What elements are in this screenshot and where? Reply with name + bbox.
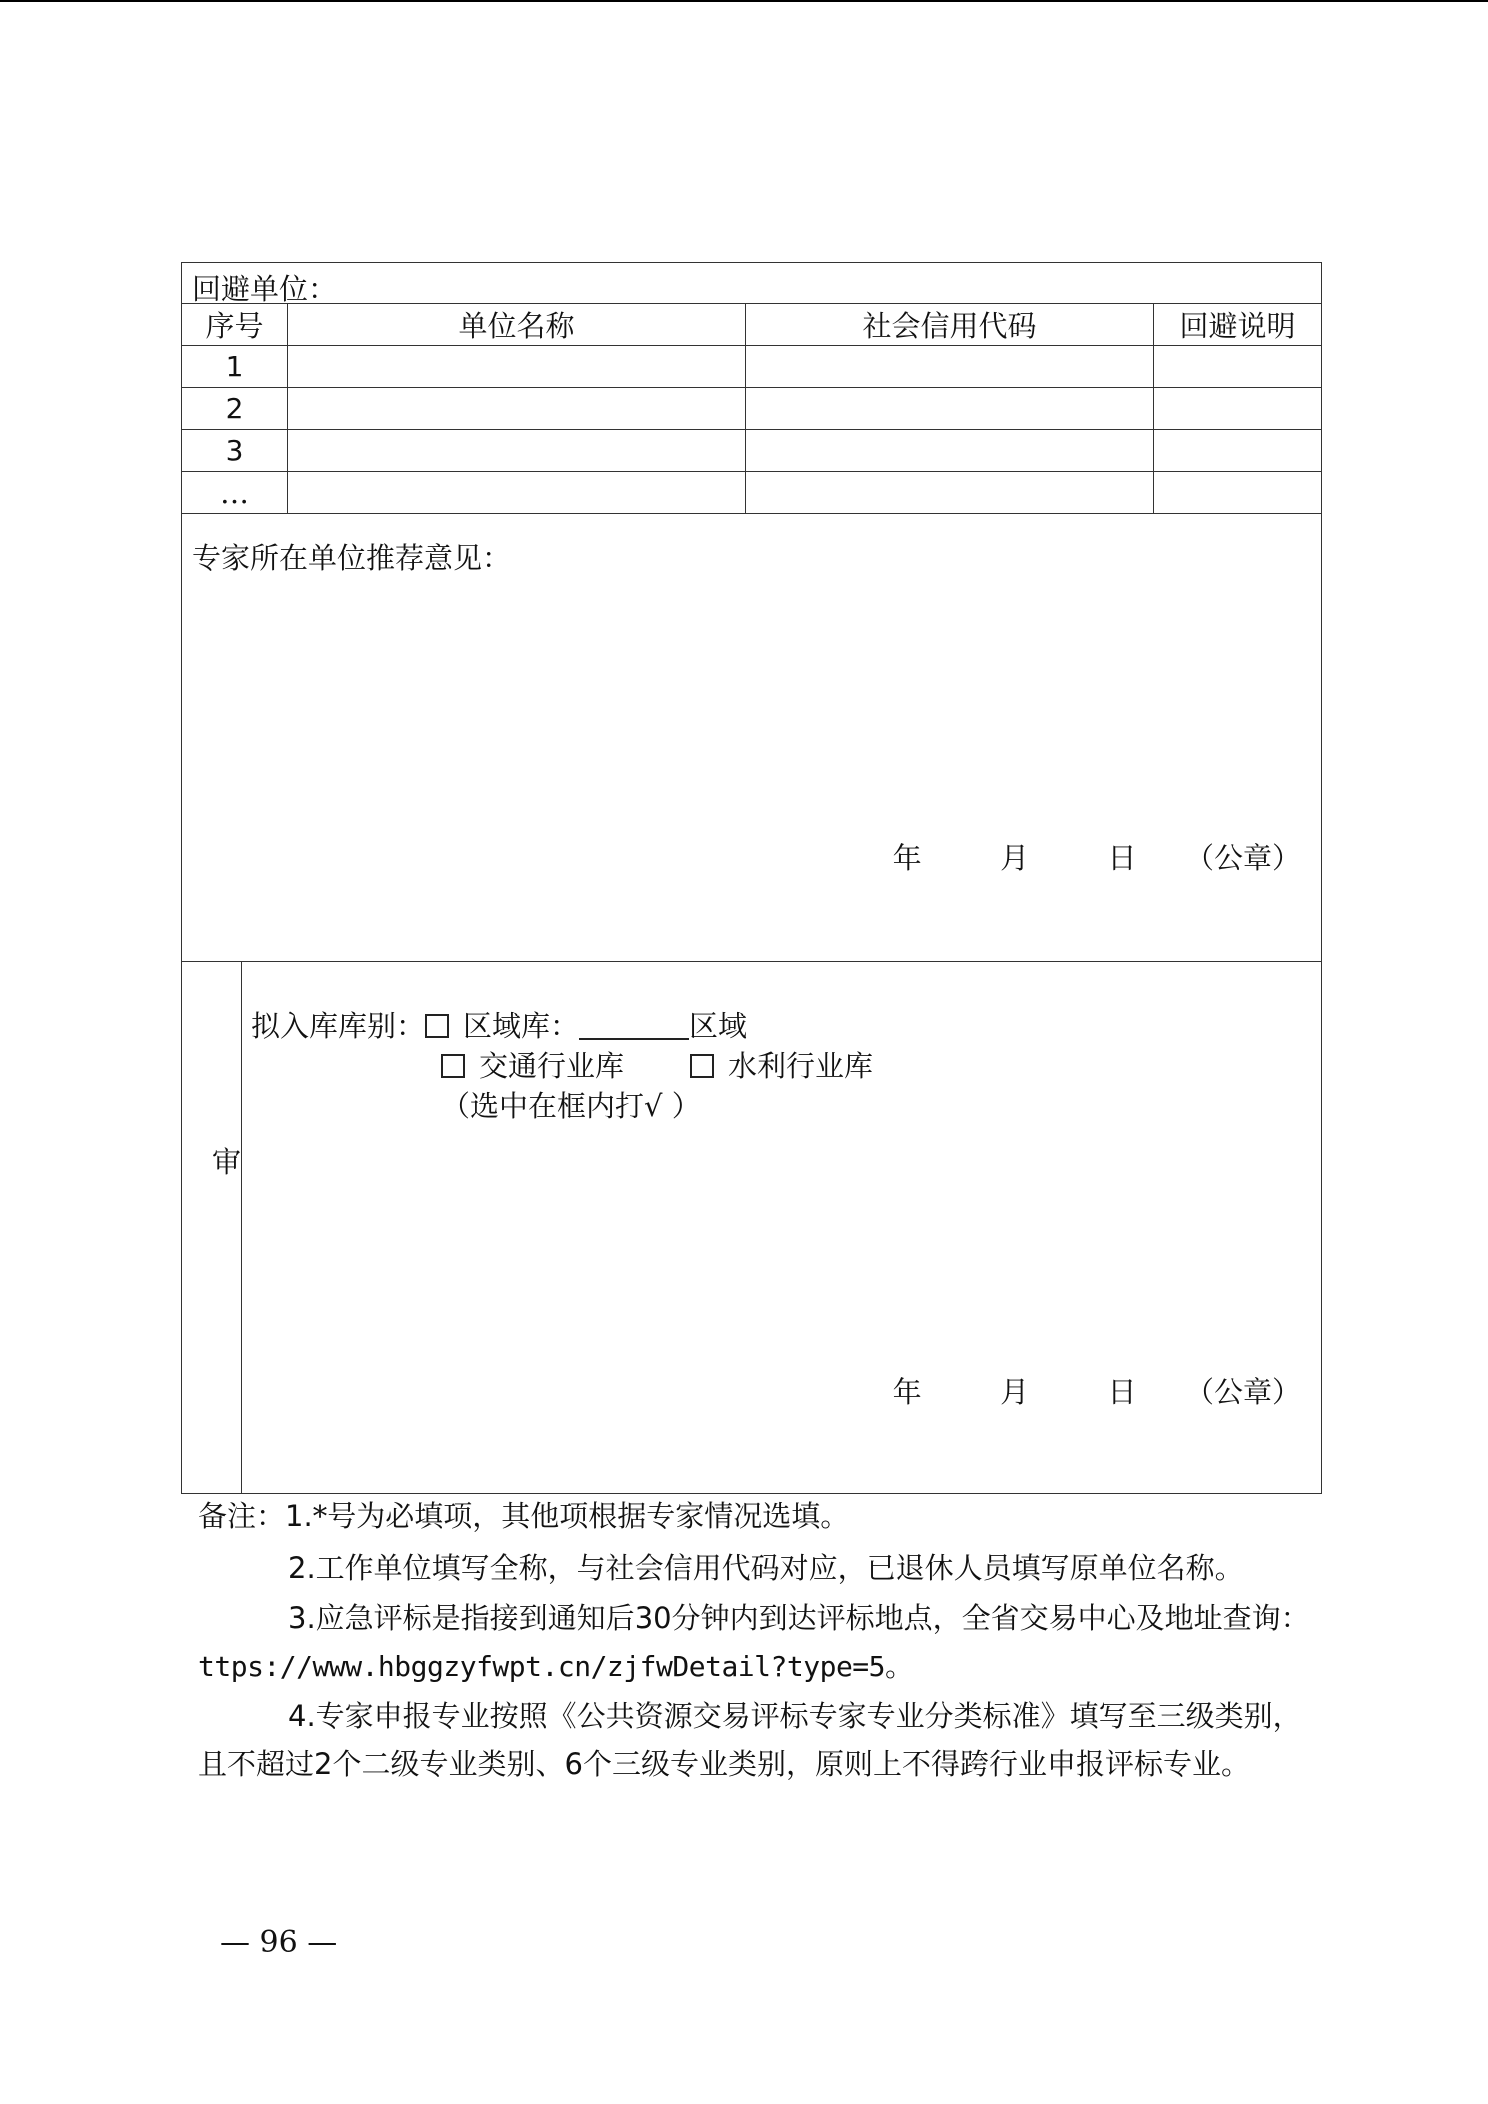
note-1-number: 1. — [285, 1499, 313, 1533]
option-transport: 交通行业库 — [479, 1049, 625, 1083]
category-line-1 — [251, 1004, 747, 1045]
note-3-text-a: 应急评标是指接到通知后 — [315, 1601, 635, 1635]
notes-prefix: 备注： — [198, 1499, 286, 1533]
table-row — [182, 472, 1321, 514]
table-row — [182, 346, 1321, 388]
table-row — [182, 388, 1321, 430]
top-border-line — [0, 0, 1488, 2]
query-url-link[interactable]: ttps://www.hbggzyfwpt.cn/zjfwDetail?type=5 — [198, 1650, 886, 1683]
note-3-end: 。 — [885, 1649, 915, 1683]
date-year: 年 — [892, 841, 922, 875]
water-checkbox[interactable] — [690, 1054, 714, 1078]
note-4-six: 6 — [564, 1747, 583, 1781]
page-number: — 96 — — [220, 1925, 338, 1960]
avoid-note-cell[interactable] — [1154, 472, 1321, 513]
row-index: … — [182, 472, 288, 513]
avoid-note-cell[interactable] — [1154, 430, 1321, 471]
review-side-column — [182, 962, 242, 1493]
note-3-number: 3. — [288, 1601, 316, 1635]
note-1 — [198, 1494, 849, 1535]
region-checkbox[interactable] — [425, 1014, 449, 1038]
credit-code-cell[interactable] — [746, 388, 1154, 429]
region-blank-field[interactable] — [579, 1014, 689, 1040]
date-month: 月 — [1000, 1375, 1030, 1409]
application-form-table — [181, 262, 1322, 1494]
region-suffix: 区域 — [689, 1009, 748, 1043]
row-index: 3 — [182, 430, 288, 471]
note-4-text-2a: 且不超过 — [198, 1747, 315, 1781]
date-day: 日 — [1107, 1375, 1137, 1409]
unit-name-cell[interactable] — [288, 430, 746, 471]
recommendation-label: 专家所在单位推荐意见： — [192, 541, 512, 575]
date-year: 年 — [892, 1375, 922, 1409]
review-section — [182, 962, 1321, 1493]
unit-name-cell[interactable] — [288, 472, 746, 513]
review-date-line — [893, 1370, 1301, 1411]
recommendation-date-line — [893, 836, 1301, 877]
note-4-line-2 — [198, 1742, 1250, 1783]
note-1-text: *号为必填项，其他项根据专家情况选填。 — [312, 1499, 850, 1533]
note-2-text: 工作单位填写全称，与社会信用代码对应，已退休人员填写原单位名称。 — [315, 1551, 1244, 1585]
category-line-2 — [441, 1044, 873, 1085]
row-index: 1 — [182, 346, 288, 387]
note-2 — [288, 1546, 1244, 1587]
note-2-number: 2. — [288, 1551, 316, 1585]
unit-name-cell[interactable] — [288, 388, 746, 429]
header-index: 序号 — [182, 304, 288, 345]
avoid-units-title-row — [182, 263, 1321, 304]
table-row — [182, 430, 1321, 472]
category-label: 拟入库库别： — [251, 1009, 426, 1043]
note-3-minutes: 30 — [634, 1601, 672, 1635]
transport-checkbox[interactable] — [441, 1054, 465, 1078]
credit-code-cell[interactable] — [746, 472, 1154, 513]
category-hint: （选中在框内打√ ） — [441, 1089, 701, 1123]
review-side-label: 审 — [212, 1145, 242, 1179]
date-month: 月 — [1000, 841, 1030, 875]
note-4-text-2c: 个三级专业类别，原则上不得跨行业申报评标专业。 — [582, 1747, 1250, 1781]
note-4-two: 2 — [314, 1747, 333, 1781]
header-unit-name: 单位名称 — [288, 304, 746, 345]
date-day: 日 — [1107, 841, 1137, 875]
note-4 — [288, 1694, 1302, 1735]
row-index: 2 — [182, 388, 288, 429]
seal-label: （公章） — [1184, 1375, 1301, 1409]
avoid-note-cell[interactable] — [1154, 346, 1321, 387]
credit-code-cell[interactable] — [746, 430, 1154, 471]
note-3-text-b: 分钟内到达评标地点，全省交易中心及地址查询： — [671, 1601, 1310, 1635]
header-avoid-note: 回避说明 — [1179, 309, 1296, 343]
option-region: 区域库： — [463, 1009, 580, 1043]
unit-recommendation-section — [182, 514, 1321, 962]
avoid-note-cell[interactable] — [1154, 388, 1321, 429]
header-credit-code: 社会信用代码 — [746, 304, 1154, 345]
avoid-units-title: 回避单位： — [192, 272, 338, 306]
note-4-text-2b: 个二级专业类别、 — [332, 1747, 565, 1781]
note-4-text: 专家申报专业按照《公共资源交易评标专家专业分类标准》填写至三级类别， — [315, 1699, 1302, 1733]
table-header-row — [182, 304, 1321, 346]
note-3 — [288, 1596, 1310, 1637]
note-3-url-line — [198, 1644, 914, 1685]
credit-code-cell[interactable] — [746, 346, 1154, 387]
option-water: 水利行业库 — [728, 1049, 874, 1083]
note-4-number: 4. — [288, 1699, 316, 1733]
unit-name-cell[interactable] — [288, 346, 746, 387]
seal-label: （公章） — [1184, 841, 1301, 875]
